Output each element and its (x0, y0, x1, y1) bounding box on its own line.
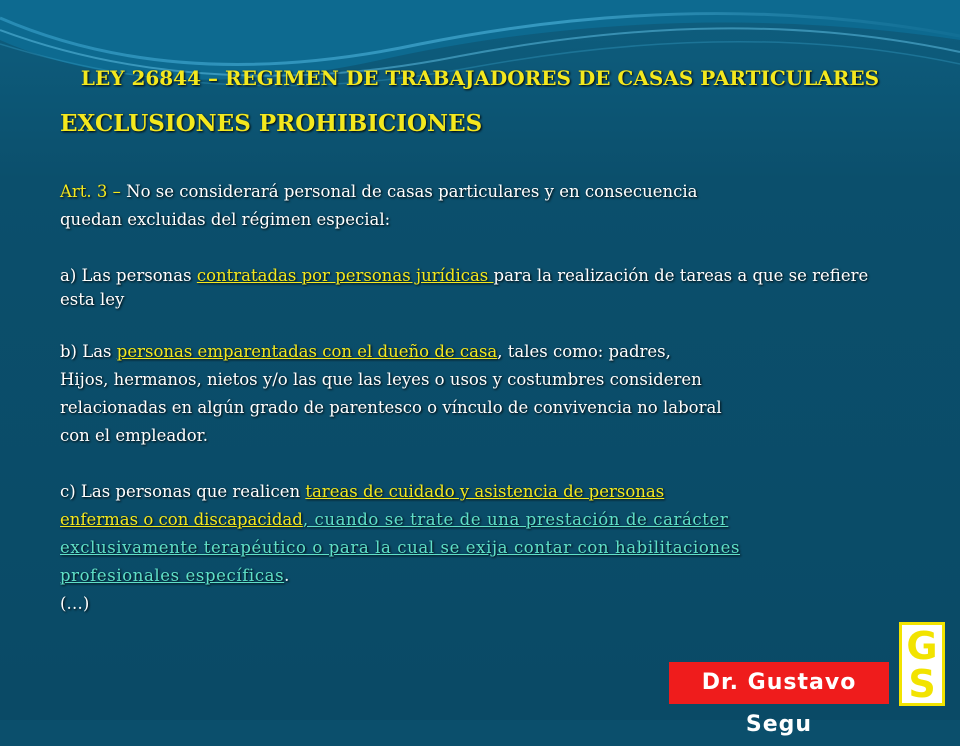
item-b-prefix: b) Las (60, 342, 117, 361)
item-a (60, 264, 900, 312)
logo-letter-g: G (906, 624, 938, 668)
item-c-line-4 (60, 562, 900, 590)
item-c-line-3 (60, 534, 900, 562)
intro-line-2: quedan excluidas del régimen especial: (60, 210, 391, 229)
item-a-highlight: contratadas por personas jurídicas (196, 266, 494, 285)
item-b-rest: , tales como: padres, (497, 342, 671, 361)
item-b-line-3: relacionadas en algún grado de parentesco o vínculo de convivencia no laboral (60, 398, 722, 417)
item-c-end: . (284, 566, 290, 585)
item-b-line-2: Hijos, hermanos, nietos y/o las que las leyes o usos y costumbres consideren (60, 370, 702, 389)
item-b-highlight: personas emparentadas con el dueño de casa (116, 342, 498, 361)
intro-line-1 (60, 178, 900, 206)
item-c-line-2 (60, 506, 900, 534)
ellipsis: (…) (60, 594, 90, 613)
gs-logo (899, 622, 945, 706)
item-c-green-1: , cuando se trate de una prestación de carácter (302, 510, 729, 529)
item-c-prefix: c) Las personas que realicen (60, 482, 306, 501)
item-c-highlight-1: tareas de cuidado y asistencia de personas (305, 482, 665, 501)
item-a-rest: para la realización de tareas a que se refiere esta ley (60, 266, 869, 309)
item-c-line-1 (60, 478, 900, 506)
item-c-green-3: profesionales específicas (60, 566, 285, 585)
slide-subtitle: EXCLUSIONES PROHIBICIONES (60, 110, 483, 137)
intro-text: No se considerará personal de casas particulares y en consecuencia (126, 182, 698, 201)
author-signature: Dr. Gustavo Segu (669, 662, 889, 704)
item-b-line-4: con el empleador. (60, 426, 209, 445)
item-b-line-1 (60, 338, 900, 366)
slide-body (60, 178, 900, 618)
item-c-green-2: exclusivamente terapéutico o para la cual se exija contar con habilitaciones (60, 538, 741, 557)
item-a-prefix: a) Las personas (60, 266, 197, 285)
article-number: Art. 3 – (60, 182, 127, 201)
item-c-highlight-2: enfermas o con discapacidad (60, 510, 303, 529)
slide-title: LEY 26844 – REGIMEN DE TRABAJADORES DE CASAS PARTICULARES (80, 66, 880, 90)
logo-letter-s: S (908, 662, 936, 706)
